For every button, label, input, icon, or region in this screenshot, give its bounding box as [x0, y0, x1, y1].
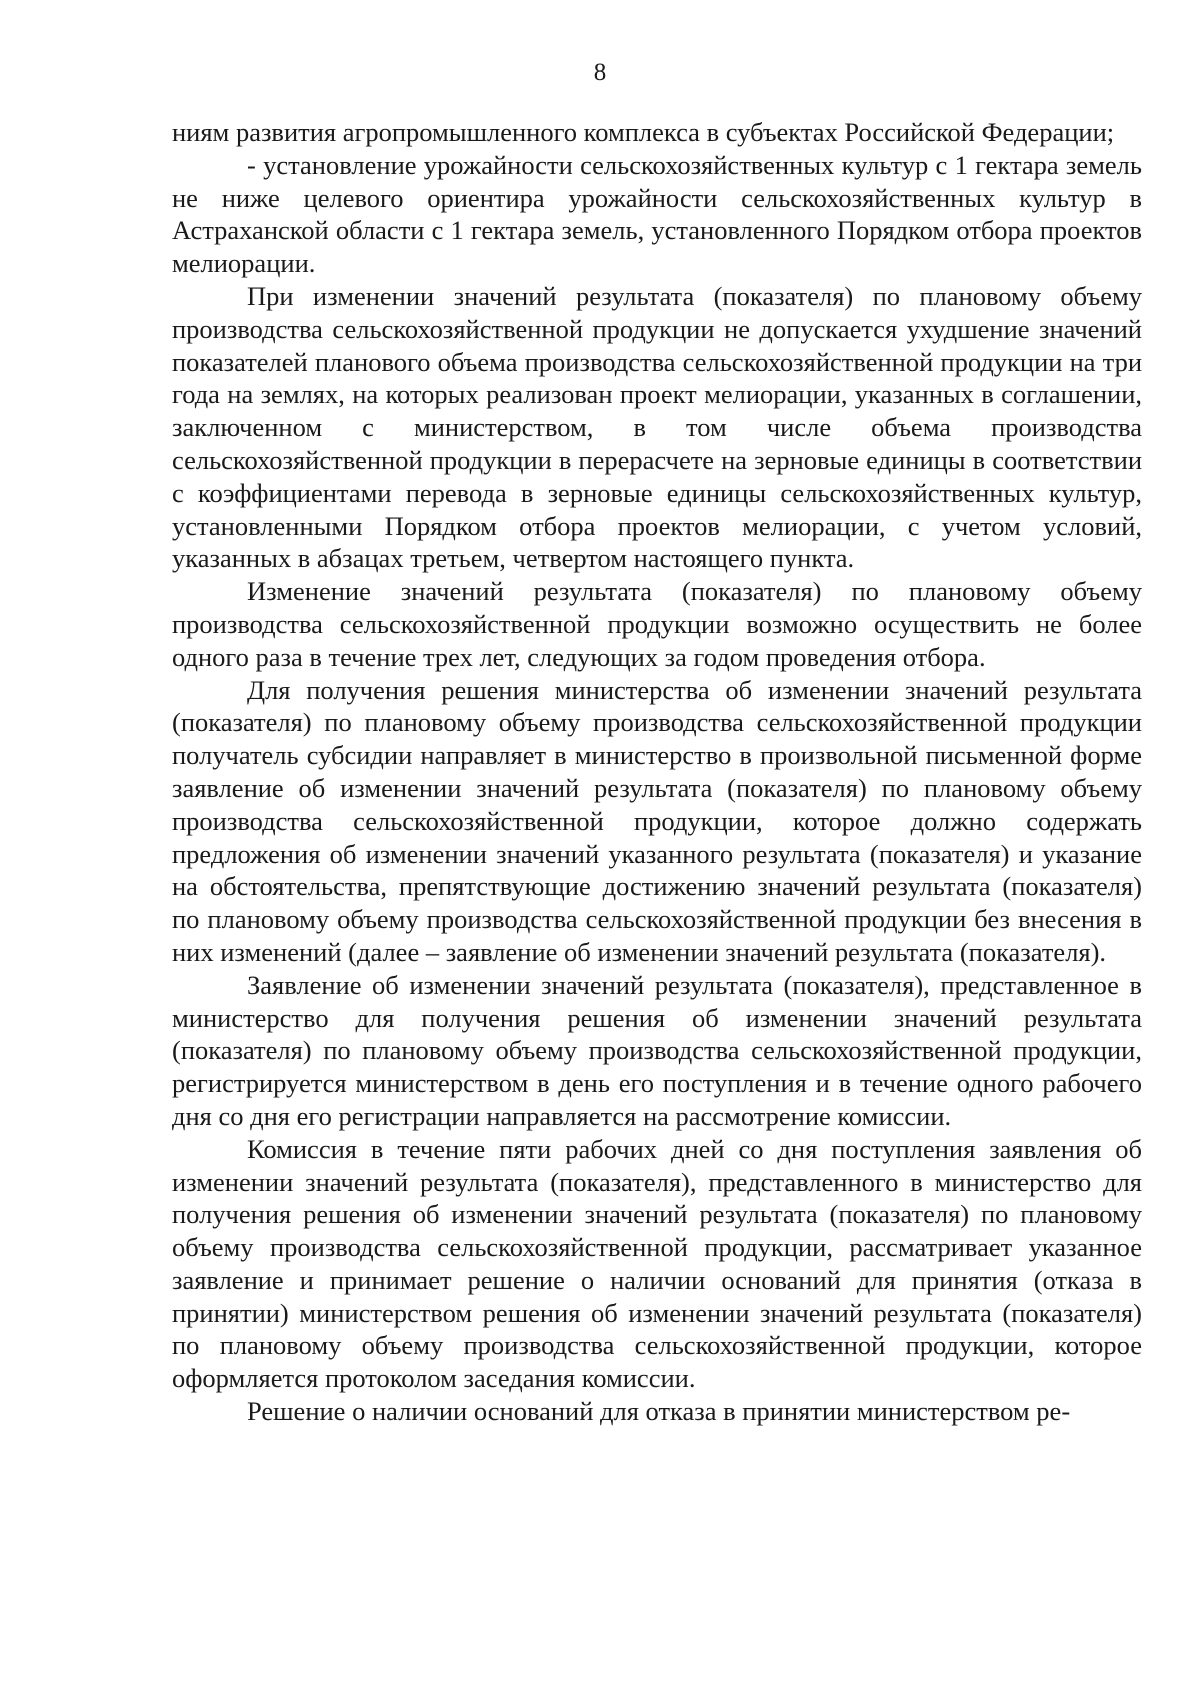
paragraph-application-procedure: Для получения решения министерства об изменении значений результата (показателя) по плановому объему производства сельскохозяйственной продукции получатель субсидии направляет в министерство в произвольной письменной форме заявление об изменении значений результата (показателя) по плановому объему производства сельскохозяйственной продукции, которое должно содержать предложения об изменении значений указанного результата (показателя) и указание на обстоятельства, препятствующие достижению значений результата (показателя) по плановому объему производства сельскохозяйственной продукции без внесения в них изменений (далее – заявление об изменении значений результата (показателя).: [172, 674, 1142, 967]
paragraph-indicator-change-conditions: При изменении значений результата (показателя) по плановому объему производства сельскохозяйственной продукции не допускается ухудшение значений показателей планового объема производства сельскохозяйственной продукции на три года на землях, на которых реализован проект мелиорации, указанных в соглашении, заключенном с министерством, в том числе объема производства сельскохозяйственной продукции в перерасчете на зерновые единицы в соответствии с коэффициентами перевода в зерновые единицы сельскохозяйственных культур, установленными Порядком отбора проектов мелиорации, с учетом условий, указанных в абзацах третьем, четвертом настоящего пункта.: [172, 280, 1142, 574]
paragraph-application-registration: Заявление об изменении значений результата (показателя), представленное в министерство для получения решения об изменении значений результата (показателя) по плановому объему производства сельскохозяйственной продукции, регистрируется министерством в день его поступления и в течение одного рабочего дня со дня его регистрации направляется на рассмотрение комиссии.: [172, 969, 1142, 1131]
paragraph-continuation: ниям развития агропромышленного комплекса в субъектах Российской Федерации;: [172, 117, 1115, 147]
paragraph-commission-review: Комиссия в течение пяти рабочих дней со дня поступления заявления об изменении значений результата (показателя), представленного в министерство для получения решения об изменении значений результата (показателя) по плановому объему производства сельскохозяйственной продукции, рассматривает указанное заявление и принимает решение о наличии оснований для принятия (отказа в принятии) министерством решения об изменении значений результата (показателя) по плановому объему производства сельскохозяйственной продукции, которое оформляется протоколом заседания комиссии.: [172, 1133, 1142, 1394]
document-body: [172, 116, 1142, 1428]
paragraph-list-item-yield: - установление урожайности сельскохозяйственных культур с 1 гектара земель не ниже целевого ориентира урожайности сельскохозяйственных культур в Астраханской области с 1 гектара земель, установленного Порядком отбора проектов мелиорации.: [172, 149, 1142, 279]
paragraph-decision-continued: Решение о наличии оснований для отказа в принятии министерством ре-: [247, 1396, 1071, 1427]
paragraph-change-frequency: Изменение значений результата (показателя) по плановому объему производства сельскохозяйственной продукции возможно осуществить не более одного раза в течение трех лет, следующих за годом проведения отбора.: [172, 576, 1142, 672]
page-number: 8: [593, 59, 607, 86]
